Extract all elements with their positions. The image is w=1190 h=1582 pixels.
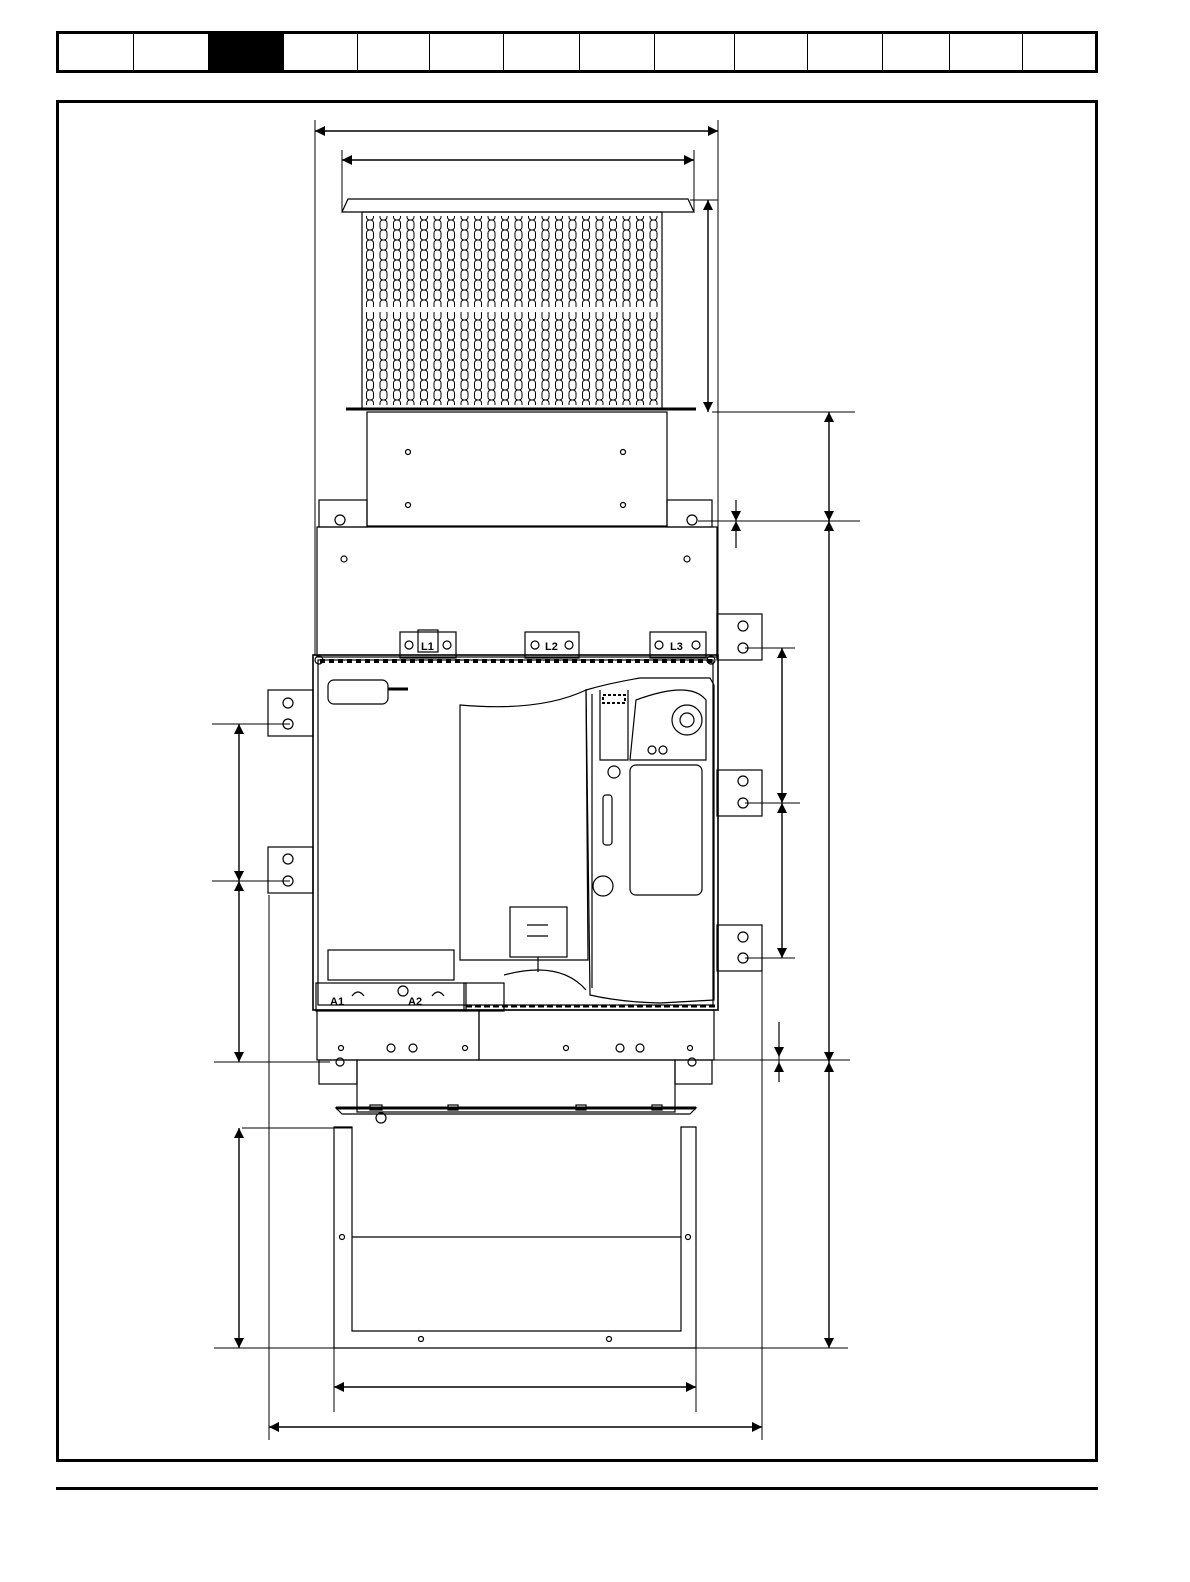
- footer-rule: [56, 1487, 1098, 1490]
- terminal-label-l1: L1: [421, 641, 434, 653]
- nav-tab-8[interactable]: [580, 34, 655, 70]
- keypad-module: [586, 678, 714, 1003]
- small-offset-arrows: [736, 500, 779, 1082]
- bottom-body-panels: [317, 1010, 714, 1084]
- nav-tab-10[interactable]: [735, 34, 808, 70]
- nav-tab-11[interactable]: [808, 34, 883, 70]
- nav-tab-6[interactable]: [430, 34, 504, 70]
- lower-body: [316, 950, 715, 1011]
- right-busbars: [717, 614, 762, 971]
- nav-tab-1[interactable]: [59, 34, 134, 70]
- nav-tab-9[interactable]: [655, 34, 735, 70]
- nav-tab-4[interactable]: [284, 34, 358, 70]
- nav-tab-14[interactable]: [1023, 34, 1095, 70]
- terminal-label-l3: L3: [670, 641, 683, 653]
- drive-dimension-drawing: [59, 103, 1095, 1459]
- section-nav-bar: [56, 31, 1098, 73]
- nav-tab-7[interactable]: [504, 34, 580, 70]
- top-adapter-box: [319, 412, 712, 527]
- upper-body-panel: [317, 527, 717, 658]
- terminal-label-a2: A2: [408, 996, 423, 1008]
- fuse-holder: [510, 907, 567, 972]
- figure-frame: [56, 100, 1098, 1462]
- nav-tab-5[interactable]: [358, 34, 430, 70]
- bottom-duct: [334, 1060, 696, 1348]
- terminal-label-a1: A1: [330, 996, 345, 1008]
- nav-tab-12[interactable]: [883, 34, 950, 70]
- nav-tab-13[interactable]: [950, 34, 1023, 70]
- terminal-label-l2: L2: [545, 641, 558, 653]
- left-busbars: [268, 690, 313, 893]
- top-fan-duct: [342, 199, 696, 409]
- nav-tab-3-active[interactable]: [209, 34, 284, 70]
- nav-tab-2[interactable]: [134, 34, 209, 70]
